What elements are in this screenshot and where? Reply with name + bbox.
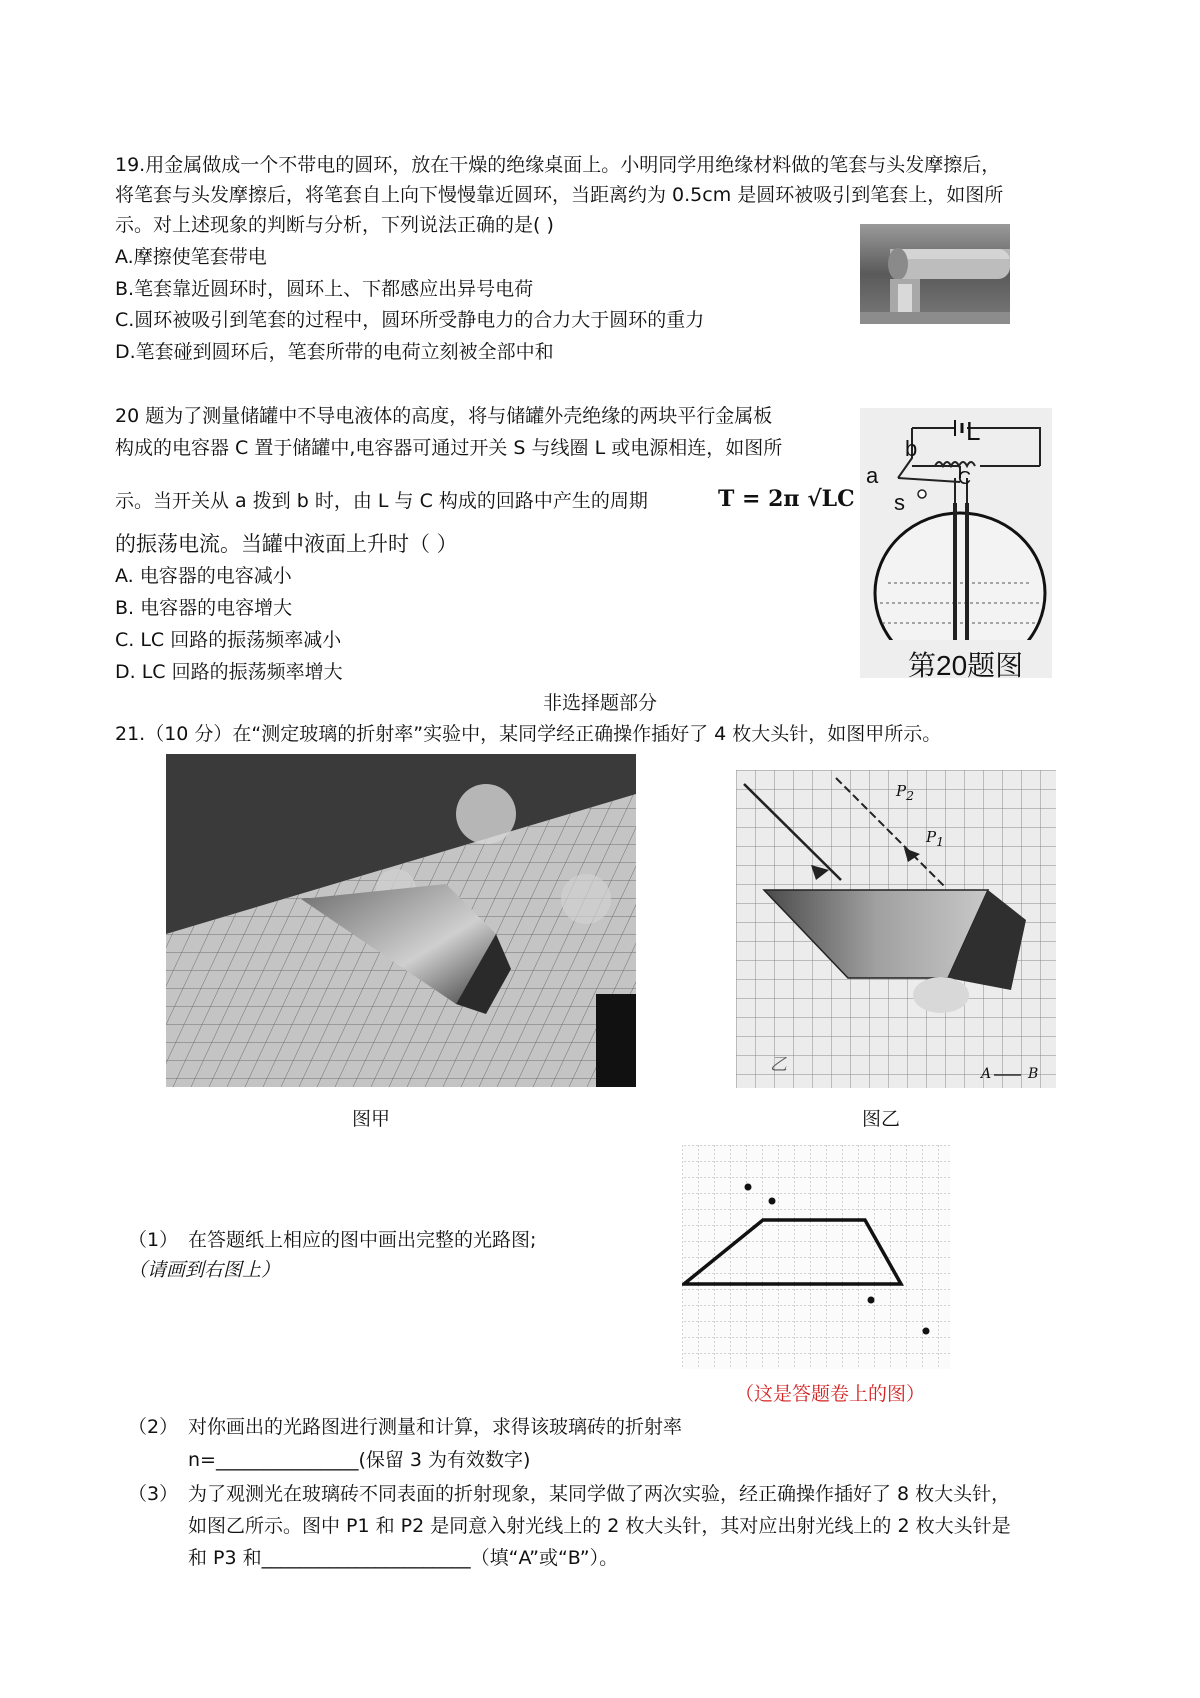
- q19-option-a: A.摩擦使笔套带电: [115, 246, 267, 268]
- q20-stem-line1: 20 题为了测量储罐中不导电液体的高度，将与储罐外壳绝缘的两块平行金属板: [115, 405, 773, 427]
- answer-figure-caption: （这是答题卷上的图）: [735, 1383, 926, 1405]
- q21-part3-line2: 如图乙所示。图中 P1 和 P2 是同意入射光线上的 2 枚大头针，其对应出射光线上的 2 枚大头针是: [188, 1515, 1011, 1537]
- q21-part2-line2: n=_______________(保留 3 为有效数字): [188, 1449, 531, 1471]
- q20-label-c: C: [958, 468, 971, 488]
- q20-option-b: B. 电容器的电容增大: [115, 597, 293, 619]
- q20-stem-line2: 构成的电容器 C 置于储罐中,电容器可通过开关 S 与线圈 L 或电源相连，如图所: [115, 437, 783, 459]
- q20-circuit-figure: [860, 408, 1052, 678]
- q19-stem-line2: 将笔套与头发摩擦后，将笔套自上向下慢慢靠近圆环，当距离约为 0.5cm 是圆环被吸引到笔套上，如图所: [115, 184, 1004, 206]
- q19-option-d: D.笔套碰到圆环后，笔套所带的电荷立刻被全部中和: [115, 341, 554, 363]
- q21-part1-note: （请画到右图上）: [128, 1259, 281, 1281]
- q20-figure-caption: 第20题图: [908, 650, 1024, 678]
- fig-yi-label-p1: [926, 828, 944, 849]
- fig-yi-label-a: A: [981, 1066, 992, 1082]
- q21-part2-line1: 对你画出的光路图进行测量和计算，求得该玻璃砖的折射率: [188, 1416, 683, 1438]
- q19-photo: [860, 224, 1010, 324]
- q21-part2-number: （2）: [128, 1416, 179, 1438]
- q20-label-b: b: [905, 436, 918, 461]
- fig-yi-p2-sub: 2: [906, 788, 915, 803]
- fig-yi-caption: 图乙: [862, 1108, 901, 1130]
- q20-label-a: a: [866, 463, 879, 488]
- fig-yi-p1-letter: P: [926, 828, 937, 846]
- q20-stem-line4: 的振荡电流。当罐中液面上升时（ ）: [115, 532, 458, 556]
- q20-option-d: D. LC 回路的振荡频率增大: [115, 661, 343, 683]
- answer-sheet-figure: [682, 1145, 950, 1369]
- fig-jia-caption: 图甲: [352, 1108, 391, 1130]
- q20-formula: T = 2π √LC: [718, 486, 855, 512]
- q21-part3-line1: 为了观测光在玻璃砖不同表面的折射现象，某同学做了两次实验，经正确操作插好了 8 枚大头针，: [188, 1483, 1011, 1505]
- q20-label-s: s: [894, 490, 905, 515]
- q21-part3-line3: 和 P3 和______________________（填“A”或“B”）。: [188, 1547, 619, 1569]
- q21-part1-text: 在答题纸上相应的图中画出完整的光路图;: [188, 1229, 537, 1251]
- fig-yi-label-p2: [896, 782, 914, 803]
- q20-label-l: L: [966, 416, 981, 446]
- q19-stem-line1: 19.用金属做成一个不带电的圆环，放在干燥的绝缘桌面上。小明同学用绝缘材料做的笔套与头发摩擦后，: [115, 154, 1001, 176]
- fig-yi-p2-letter: P: [896, 782, 907, 800]
- q21-part1-number: （1）: [128, 1229, 179, 1251]
- q19-option-b: B.笔套靠近圆环时，圆环上、下都感应出异号电荷: [115, 278, 534, 300]
- q19-stem-line3: 示。对上述现象的判断与分析，下列说法正确的是( ): [115, 214, 554, 236]
- q19-option-c: C.圆环被吸引到笔套的过程中，圆环所受静电力的合力大于圆环的重力: [115, 309, 705, 331]
- fig-yi-label-yi: 乙: [770, 1055, 787, 1075]
- fig-yi-photo: [736, 770, 1056, 1088]
- q21-stem: 21.（10 分）在“测定玻璃的折射率”实验中，某同学经正确操作插好了 4 枚大头针，如图甲所示。: [115, 723, 942, 745]
- fig-yi-label-b: B: [1028, 1066, 1039, 1082]
- section-title: 非选择题部分: [542, 692, 657, 714]
- q20-stem-line3: 示。当开关从 a 拨到 b 时，由 L 与 C 构成的回路中产生的周期: [115, 490, 648, 512]
- q21-part3-number: （3）: [128, 1483, 179, 1505]
- fig-jia-photo: [166, 754, 636, 1087]
- q20-option-a: A. 电容器的电容减小: [115, 565, 292, 587]
- q20-option-c: C. LC 回路的振荡频率减小: [115, 629, 342, 651]
- fig-yi-p1-sub: 1: [936, 834, 945, 849]
